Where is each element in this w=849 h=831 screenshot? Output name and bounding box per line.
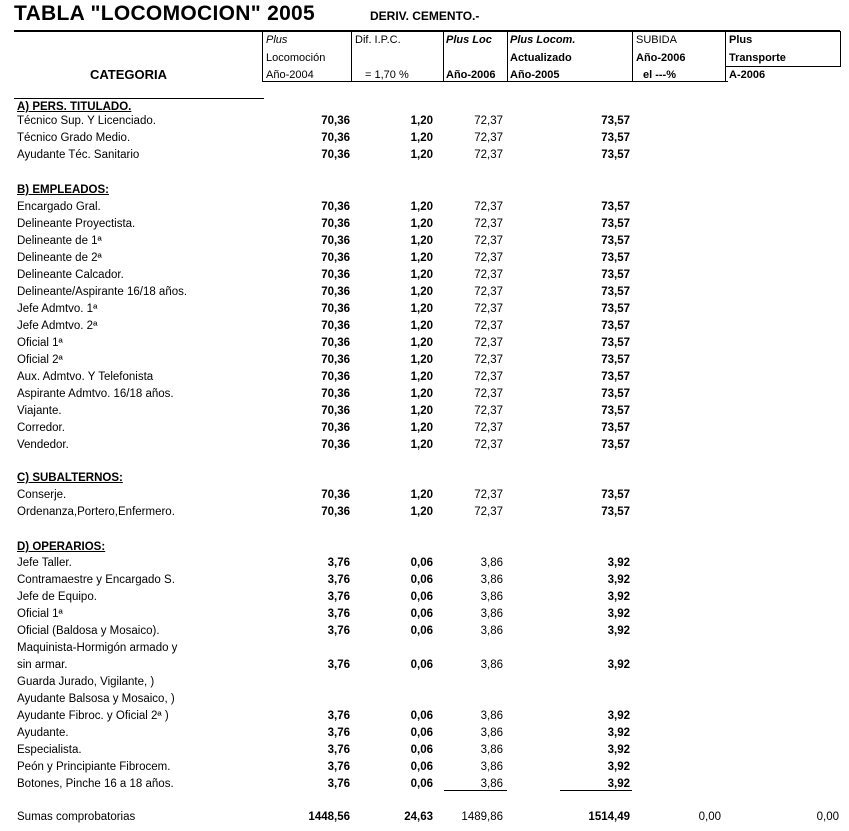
row-label: Guarda Jurado, Vigilante, ) xyxy=(17,676,155,688)
section-header xyxy=(0,541,849,558)
header-divider-3 xyxy=(443,31,444,82)
cell-plus-actualizado: 73,57 xyxy=(601,252,630,264)
cell-plus-loc: 72,37 xyxy=(474,320,503,332)
cell-dif-ipc: 1,20 xyxy=(410,115,433,127)
cell-plus-2004: 70,36 xyxy=(321,132,350,144)
cell-plus-2004: 70,36 xyxy=(321,218,350,230)
cell-dif-ipc: 0,06 xyxy=(410,608,433,620)
cell-plus-loc: 3,86 xyxy=(480,659,503,671)
cell-dif-ipc: 0,06 xyxy=(410,710,433,722)
cell-plus-loc: 3,86 xyxy=(480,710,503,722)
cell-dif-ipc: 1,20 xyxy=(410,320,433,332)
cell-plus-actualizado: 73,57 xyxy=(601,388,630,400)
header-divider-4 xyxy=(507,31,508,82)
table-row xyxy=(0,710,849,727)
cell-plus-actualizado: 73,57 xyxy=(601,286,630,298)
subida-h1: SUBIDA xyxy=(636,34,677,46)
cell-plus-2004: 70,36 xyxy=(321,149,350,161)
cell-plus-loc: 72,37 xyxy=(474,388,503,400)
table-row xyxy=(0,269,849,286)
cell-dif-ipc: 1,20 xyxy=(410,354,433,366)
header-divider-1 xyxy=(262,31,263,82)
row-label: Delineante Proyectista. xyxy=(17,218,136,230)
table-row xyxy=(0,371,849,388)
table-row xyxy=(0,132,849,149)
section-header xyxy=(0,184,849,201)
totals-act: 1514,49 xyxy=(588,811,630,823)
cell-dif-ipc: 0,06 xyxy=(410,761,433,773)
cell-plus-actualizado: 3,92 xyxy=(607,591,630,603)
cell-plus-actualizado: 73,57 xyxy=(601,132,630,144)
table-row xyxy=(0,235,849,252)
cell-plus-2004: 70,36 xyxy=(321,489,350,501)
cell-plus-actualizado: 3,92 xyxy=(607,778,630,790)
cell-plus-actualizado: 3,92 xyxy=(607,574,630,586)
cell-plus-2004: 70,36 xyxy=(321,371,350,383)
plus-act-h1: Plus Locom. xyxy=(510,34,576,46)
plus-2004-h2: Locomoción xyxy=(266,52,326,64)
cell-dif-ipc: 0,06 xyxy=(410,744,433,756)
cell-plus-2004: 3,76 xyxy=(327,710,350,722)
cell-plus-loc: 3,86 xyxy=(480,557,503,569)
row-label: Delineante de 1ª xyxy=(17,235,102,247)
table-row xyxy=(0,489,849,506)
totals-row xyxy=(0,811,849,828)
table-row xyxy=(0,354,849,371)
cell-plus-2004: 70,36 xyxy=(321,252,350,264)
cell-plus-loc: 72,37 xyxy=(474,354,503,366)
row-label: Botones, Pinche 16 a 18 años. xyxy=(17,778,174,790)
plus-transporte-h3: A-2006 xyxy=(729,69,766,81)
cell-dif-ipc: 1,20 xyxy=(410,489,433,501)
section-title: B) EMPLEADOS: xyxy=(17,184,109,196)
cell-dif-ipc: 1,20 xyxy=(410,388,433,400)
cell-plus-actualizado: 3,92 xyxy=(607,659,630,671)
header-right-bottom xyxy=(725,66,841,67)
totals-label: Sumas comprobatorias xyxy=(17,811,136,823)
cell-plus-loc: 3,86 xyxy=(480,727,503,739)
header-divider-5 xyxy=(632,31,633,82)
table-row xyxy=(0,761,849,778)
cell-plus-actualizado: 3,92 xyxy=(607,608,630,620)
act-total-rule xyxy=(560,790,632,791)
cell-plus-2004: 70,36 xyxy=(321,388,350,400)
row-label: Aspirante Admtvo. 16/18 años. xyxy=(17,388,174,400)
table-row xyxy=(0,608,849,625)
row-label: Jefe de Equipo. xyxy=(17,591,97,603)
cell-plus-actualizado: 3,92 xyxy=(607,761,630,773)
row-label: sin armar. xyxy=(17,659,68,671)
table-row xyxy=(0,744,849,761)
table-row xyxy=(0,218,849,235)
totals-subida: 0,00 xyxy=(698,811,721,823)
row-label: Oficial 2ª xyxy=(17,354,63,366)
cell-plus-loc: 72,37 xyxy=(474,115,503,127)
categoria-rule xyxy=(14,98,264,99)
row-label: Delineante Calcador. xyxy=(17,269,124,281)
dif-ipc-h1: Dif. I.P.C. xyxy=(355,34,401,46)
table-row xyxy=(0,337,849,354)
cell-plus-loc: 3,86 xyxy=(480,608,503,620)
plus-act-h2: Actualizado xyxy=(510,52,572,64)
cell-plus-loc: 72,37 xyxy=(474,201,503,213)
cell-plus-loc: 3,86 xyxy=(480,591,503,603)
table-row xyxy=(0,422,849,439)
row-label: Conserje. xyxy=(17,489,67,501)
cell-plus-2004: 3,76 xyxy=(327,659,350,671)
plus-2004-h1: Plus xyxy=(266,34,288,46)
cell-dif-ipc: 1,20 xyxy=(410,132,433,144)
row-label: Oficial (Baldosa y Mosaico). xyxy=(17,625,160,637)
totals-ipc: 24,63 xyxy=(404,811,433,823)
cell-plus-2004: 3,76 xyxy=(327,591,350,603)
cell-plus-loc: 72,37 xyxy=(474,506,503,518)
cell-plus-2004: 70,36 xyxy=(321,354,350,366)
row-label: Ordenanza,Portero,Enfermero. xyxy=(17,506,175,518)
cell-plus-2004: 70,36 xyxy=(321,405,350,417)
cell-plus-actualizado: 73,57 xyxy=(601,235,630,247)
row-label: Aux. Admtvo. Y Telefonista xyxy=(17,371,154,383)
cell-plus-loc: 72,37 xyxy=(474,286,503,298)
row-label: Ayudante. xyxy=(17,727,69,739)
cell-plus-loc: 72,37 xyxy=(474,405,503,417)
row-label: Corredor. xyxy=(17,422,65,434)
row-label: Contramaestre y Encargado S. xyxy=(17,574,175,586)
cell-plus-loc: 72,37 xyxy=(474,252,503,264)
section-title: A) PERS. TITULADO. xyxy=(17,101,132,113)
cell-plus-actualizado: 73,57 xyxy=(601,422,630,434)
cell-plus-2004: 3,76 xyxy=(327,778,350,790)
row-label: Ayudante Téc. Sanitario xyxy=(17,149,140,161)
cell-plus-2004: 70,36 xyxy=(321,506,350,518)
cell-plus-2004: 70,36 xyxy=(321,303,350,315)
table-row xyxy=(0,320,849,337)
section-title: C) SUBALTERNOS: xyxy=(17,472,123,484)
cell-plus-loc: 3,86 xyxy=(480,574,503,586)
cell-plus-actualizado: 3,92 xyxy=(607,557,630,569)
cell-plus-2004: 3,76 xyxy=(327,574,350,586)
row-label: Delineante/Aspirante 16/18 años. xyxy=(17,286,188,298)
table-row xyxy=(0,574,849,591)
cell-plus-loc: 3,86 xyxy=(480,778,503,790)
row-label: Vendedor. xyxy=(17,439,69,451)
page-subtitle: DERIV. CEMENTO.- xyxy=(370,9,480,23)
cell-plus-2004: 70,36 xyxy=(321,201,350,213)
table-row xyxy=(0,625,849,642)
row-label: Técnico Sup. Y Licenciado. xyxy=(17,115,156,127)
totals-plus: 0,00 xyxy=(816,811,839,823)
plus-2004-h3: Año-2004 xyxy=(266,69,314,81)
cell-plus-2004: 3,76 xyxy=(327,557,350,569)
header-divider-2 xyxy=(351,31,352,82)
table-row xyxy=(0,557,849,574)
row-label: Jefe Admtvo. 2ª xyxy=(17,320,98,332)
cell-dif-ipc: 1,20 xyxy=(410,218,433,230)
plus-loc-h2: Año-2006 xyxy=(446,69,496,81)
table-row xyxy=(0,591,849,608)
cell-plus-loc: 3,86 xyxy=(480,625,503,637)
cell-plus-loc: 72,37 xyxy=(474,489,503,501)
row-label: Delineante de 2ª xyxy=(17,252,102,264)
row-label: Especialista. xyxy=(17,744,82,756)
cell-dif-ipc: 1,20 xyxy=(410,201,433,213)
subida-h2: Año-2006 xyxy=(636,52,686,64)
cell-plus-loc: 72,37 xyxy=(474,149,503,161)
cell-plus-actualizado: 73,57 xyxy=(601,149,630,161)
row-label: Ayudante Balsosa y Mosaico, ) xyxy=(17,693,175,705)
cell-plus-actualizado: 73,57 xyxy=(601,303,630,315)
cell-plus-2004: 3,76 xyxy=(327,727,350,739)
page-title: TABLA "LOCOMOCION" 2005 xyxy=(14,2,316,25)
table-row xyxy=(0,642,849,659)
cell-plus-actualizado: 73,57 xyxy=(601,489,630,501)
cell-plus-actualizado: 73,57 xyxy=(601,337,630,349)
row-label: Encargado Gral. xyxy=(17,201,101,213)
cell-plus-loc: 3,86 xyxy=(480,744,503,756)
cell-plus-loc: 72,37 xyxy=(474,439,503,451)
categoria-header: CATEGORIA xyxy=(90,67,168,82)
cell-dif-ipc: 0,06 xyxy=(410,778,433,790)
cell-plus-actualizado: 3,92 xyxy=(607,744,630,756)
cell-plus-2004: 70,36 xyxy=(321,269,350,281)
cell-dif-ipc: 1,20 xyxy=(410,252,433,264)
cell-plus-loc: 72,37 xyxy=(474,269,503,281)
plus-act-h3: Año-2005 xyxy=(510,69,560,81)
cell-plus-loc: 72,37 xyxy=(474,132,503,144)
table-row xyxy=(0,439,849,456)
cell-plus-2004: 70,36 xyxy=(321,235,350,247)
cell-dif-ipc: 1,20 xyxy=(410,149,433,161)
cell-plus-actualizado: 73,57 xyxy=(601,269,630,281)
table-row xyxy=(0,201,849,218)
cell-plus-actualizado: 73,57 xyxy=(601,354,630,366)
cell-plus-actualizado: 73,57 xyxy=(601,439,630,451)
cell-plus-2004: 3,76 xyxy=(327,608,350,620)
cell-plus-loc: 72,37 xyxy=(474,422,503,434)
cell-plus-2004: 70,36 xyxy=(321,337,350,349)
table-row xyxy=(0,252,849,269)
cell-plus-loc: 72,37 xyxy=(474,337,503,349)
table-row xyxy=(0,727,849,744)
row-label: Peón y Principiante Fibrocem. xyxy=(17,761,171,773)
cell-plus-loc: 72,37 xyxy=(474,218,503,230)
cell-plus-2004: 70,36 xyxy=(321,422,350,434)
cell-plus-actualizado: 73,57 xyxy=(601,405,630,417)
cell-dif-ipc: 1,20 xyxy=(410,405,433,417)
cell-plus-actualizado: 3,92 xyxy=(607,625,630,637)
table-row xyxy=(0,149,849,166)
cell-dif-ipc: 1,20 xyxy=(410,506,433,518)
cell-dif-ipc: 1,20 xyxy=(410,269,433,281)
section-title: D) OPERARIOS: xyxy=(17,541,106,553)
cell-dif-ipc: 1,20 xyxy=(410,422,433,434)
loc-total-rule xyxy=(444,790,507,791)
table-row xyxy=(0,115,849,132)
cell-plus-2004: 70,36 xyxy=(321,320,350,332)
header-divider-7 xyxy=(840,31,841,67)
cell-plus-actualizado: 73,57 xyxy=(601,201,630,213)
plus-loc-h1: Plus Loc xyxy=(446,34,492,46)
row-label: Maquinista-Hormigón armado y xyxy=(17,642,178,654)
cell-plus-loc: 72,37 xyxy=(474,303,503,315)
cell-dif-ipc: 0,06 xyxy=(410,625,433,637)
header-top-rule xyxy=(262,30,840,32)
table-row xyxy=(0,303,849,320)
row-label: Viajante. xyxy=(17,405,62,417)
section-header xyxy=(0,472,849,489)
header-left-rule xyxy=(14,30,262,32)
subida-h3: el ---% xyxy=(643,69,676,81)
dif-ipc-h2: = 1,70 % xyxy=(365,69,409,81)
cell-plus-actualizado: 3,92 xyxy=(607,710,630,722)
totals-2004: 1448,56 xyxy=(308,811,350,823)
cell-dif-ipc: 0,06 xyxy=(410,727,433,739)
table-row xyxy=(0,676,849,693)
cell-dif-ipc: 1,20 xyxy=(410,337,433,349)
plus-transporte-h2: Transporte xyxy=(729,52,786,64)
cell-plus-loc: 72,37 xyxy=(474,235,503,247)
cell-dif-ipc: 1,20 xyxy=(410,439,433,451)
table-row xyxy=(0,286,849,303)
row-label: Técnico Grado Medio. xyxy=(17,132,131,144)
cell-dif-ipc: 1,20 xyxy=(410,235,433,247)
cell-dif-ipc: 0,06 xyxy=(410,557,433,569)
cell-plus-actualizado: 73,57 xyxy=(601,371,630,383)
cell-plus-2004: 70,36 xyxy=(321,439,350,451)
header-divider-6 xyxy=(725,31,726,82)
row-label: Ayudante Fibroc. y Oficial 2ª ) xyxy=(17,710,169,722)
cell-plus-loc: 72,37 xyxy=(474,371,503,383)
cell-plus-2004: 3,76 xyxy=(327,744,350,756)
cell-dif-ipc: 0,06 xyxy=(410,591,433,603)
row-label: Jefe Taller. xyxy=(17,557,72,569)
cell-plus-actualizado: 73,57 xyxy=(601,218,630,230)
plus-transporte-h1: Plus xyxy=(729,34,753,46)
row-label: Jefe Admtvo. 1ª xyxy=(17,303,98,315)
cell-plus-actualizado: 73,57 xyxy=(601,115,630,127)
cell-plus-2004: 70,36 xyxy=(321,286,350,298)
cell-plus-actualizado: 73,57 xyxy=(601,320,630,332)
cell-plus-2004: 3,76 xyxy=(327,761,350,773)
cell-plus-actualizado: 73,57 xyxy=(601,506,630,518)
cell-dif-ipc: 0,06 xyxy=(410,574,433,586)
cell-dif-ipc: 1,20 xyxy=(410,286,433,298)
cell-plus-2004: 70,36 xyxy=(321,115,350,127)
totals-loc: 1489,86 xyxy=(461,811,503,823)
table-row xyxy=(0,405,849,422)
cell-plus-2004: 3,76 xyxy=(327,625,350,637)
cell-plus-loc: 3,86 xyxy=(480,761,503,773)
table-row xyxy=(0,778,849,795)
row-label: Oficial 1ª xyxy=(17,337,63,349)
header-bottom-rule xyxy=(262,81,728,82)
cell-dif-ipc: 1,20 xyxy=(410,371,433,383)
table-row xyxy=(0,506,849,523)
row-label: Oficial 1ª xyxy=(17,608,63,620)
table-row xyxy=(0,693,849,710)
cell-dif-ipc: 1,20 xyxy=(410,303,433,315)
cell-dif-ipc: 0,06 xyxy=(410,659,433,671)
table-row xyxy=(0,388,849,405)
cell-plus-actualizado: 3,92 xyxy=(607,727,630,739)
table-row xyxy=(0,659,849,676)
